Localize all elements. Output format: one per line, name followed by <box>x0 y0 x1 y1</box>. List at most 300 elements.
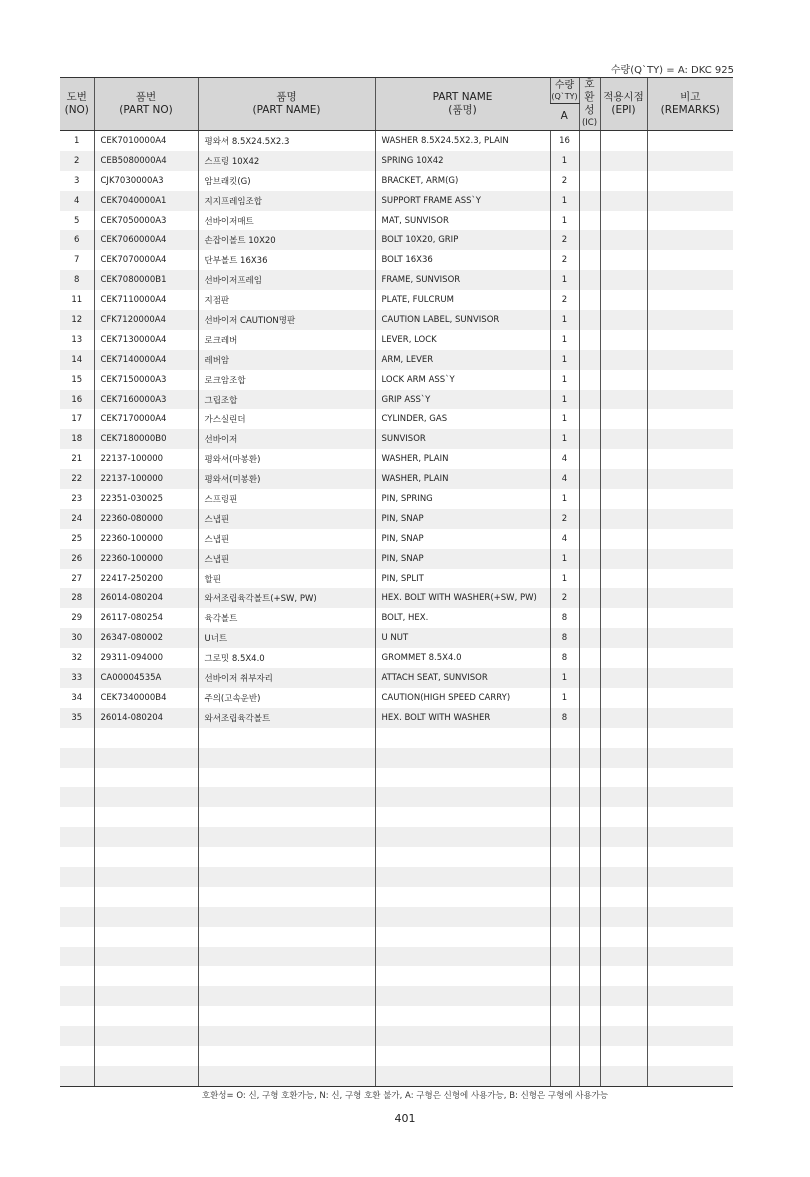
cell-epi <box>600 529 647 549</box>
cell-part-no: CEK7150000A3 <box>94 370 198 390</box>
cell-name-ko <box>198 1046 375 1066</box>
cell-name-en <box>375 728 550 748</box>
cell-name-ko <box>198 1026 375 1046</box>
cell-name-en: MAT, SUNVISOR <box>375 211 550 231</box>
cell-remarks <box>647 588 733 608</box>
cell-name-ko: 선바이저 취부자리 <box>198 668 375 688</box>
cell-epi <box>600 966 647 986</box>
cell-name-en: BOLT 10X20, GRIP <box>375 230 550 250</box>
header-qty <box>550 78 579 104</box>
cell-no <box>60 927 94 947</box>
cell-epi <box>600 509 647 529</box>
cell-epi <box>600 370 647 390</box>
cell-qty: 1 <box>550 429 579 449</box>
cell-qty: 16 <box>550 131 579 151</box>
cell-part-no: 26347-080002 <box>94 628 198 648</box>
header-part-name-ko: (품명) <box>448 104 477 116</box>
cell-name-ko: 스냅핀 <box>198 549 375 569</box>
cell-name-en: ATTACH SEAT, SUNVISOR <box>375 668 550 688</box>
cell-qty <box>550 1066 579 1086</box>
cell-remarks <box>647 390 733 410</box>
cell-remarks <box>647 986 733 1006</box>
cell-remarks <box>647 569 733 589</box>
cell-part-no <box>94 1066 198 1086</box>
cell-no: 21 <box>71 454 83 465</box>
cell-ic <box>579 310 600 330</box>
cell-part-no <box>94 867 198 887</box>
cell-remarks <box>647 171 733 191</box>
cell-epi <box>600 986 647 1006</box>
cell-qty: 2 <box>550 230 579 250</box>
cell-name-en: HEX. BOLT WITH WASHER <box>375 708 550 728</box>
cell-epi <box>600 787 647 807</box>
cell-qty <box>550 1026 579 1046</box>
cell-no <box>60 807 94 827</box>
cell-ic <box>579 151 600 171</box>
cell-qty <box>550 887 579 907</box>
empty-table-row <box>60 986 733 1006</box>
empty-table-row <box>60 1026 733 1046</box>
cell-qty: 2 <box>550 171 579 191</box>
cell-name-en <box>375 1066 550 1086</box>
cell-no: 32 <box>71 653 83 664</box>
cell-name-ko <box>198 1006 375 1026</box>
cell-epi <box>600 449 647 469</box>
cell-epi <box>600 887 647 907</box>
parts-table <box>60 77 733 1087</box>
cell-part-no: CEK7060000A4 <box>94 230 198 250</box>
table-row <box>60 688 733 708</box>
cell-part-no: CEK7070000A4 <box>94 250 198 270</box>
cell-ic <box>579 1026 600 1046</box>
cell-part-no <box>94 807 198 827</box>
cell-part-no <box>94 966 198 986</box>
cell-remarks <box>647 230 733 250</box>
table-row <box>60 350 733 370</box>
cell-remarks <box>647 509 733 529</box>
cell-name-en: SPRING 10X42 <box>375 151 550 171</box>
cell-qty <box>550 827 579 847</box>
table-row <box>60 648 733 668</box>
cell-part-no <box>94 847 198 867</box>
cell-ic <box>579 489 600 509</box>
cell-name-en <box>375 986 550 1006</box>
cell-qty: 1 <box>550 191 579 211</box>
header-name-ko <box>198 78 375 131</box>
cell-epi <box>600 191 647 211</box>
header-part-no-en: (PART NO) <box>119 104 173 116</box>
cell-qty: 1 <box>550 688 579 708</box>
table-row <box>60 270 733 290</box>
cell-epi <box>600 310 647 330</box>
table-row <box>60 628 733 648</box>
cell-qty: 8 <box>550 628 579 648</box>
cell-no: 24 <box>60 509 94 529</box>
empty-table-row <box>60 947 733 967</box>
cell-ic <box>579 131 600 151</box>
cell-name-ko: 로크레버 <box>198 330 375 350</box>
cell-name-ko: 선바이저 <box>198 429 375 449</box>
cell-ic <box>579 986 600 1006</box>
cell-remarks <box>647 1006 733 1026</box>
cell-part-no: CEK7140000A4 <box>94 350 198 370</box>
cell-name-en <box>375 768 550 788</box>
cell-remarks <box>647 330 733 350</box>
cell-remarks <box>647 250 733 270</box>
cell-qty: 1 <box>550 310 579 330</box>
cell-ic <box>579 529 600 549</box>
cell-name-en: CAUTION LABEL, SUNVISOR <box>375 310 550 330</box>
cell-name-ko: 로크암조합 <box>198 370 375 390</box>
cell-no: 27 <box>71 573 83 584</box>
cell-name-ko <box>198 768 375 788</box>
cell-qty: 4 <box>550 469 579 489</box>
cell-part-no: CA00004535A <box>94 668 198 688</box>
cell-ic <box>579 469 600 489</box>
cell-part-no <box>94 986 198 1006</box>
cell-ic <box>579 370 600 390</box>
header-epi <box>600 78 647 131</box>
cell-name-ko <box>198 827 375 847</box>
cell-no: 16 <box>60 390 94 410</box>
cell-part-no: 22360-100000 <box>94 529 198 549</box>
cell-qty: 8 <box>550 608 579 628</box>
cell-name-en: CYLINDER, GAS <box>375 409 550 429</box>
cell-qty: 1 <box>550 549 579 569</box>
cell-epi <box>600 608 647 628</box>
cell-epi <box>600 270 647 290</box>
cell-name-ko: 선바이저프레임 <box>198 270 375 290</box>
cell-no: 15 <box>71 374 83 385</box>
cell-name-ko <box>198 927 375 947</box>
cell-name-en: WASHER, PLAIN <box>375 449 550 469</box>
cell-ic <box>579 768 600 788</box>
cell-name-ko: 레버암 <box>198 350 375 370</box>
empty-table-row <box>60 867 733 887</box>
cell-ic <box>579 230 600 250</box>
cell-ic <box>579 350 600 370</box>
cell-part-no: CEK7050000A3 <box>94 211 198 231</box>
cell-part-no: CFK7120000A4 <box>94 310 198 330</box>
cell-ic <box>579 628 600 648</box>
table-row <box>60 469 733 489</box>
cell-remarks <box>647 787 733 807</box>
cell-remarks <box>647 748 733 768</box>
cell-remarks <box>647 131 733 151</box>
cell-epi <box>600 151 647 171</box>
cell-qty <box>550 847 579 867</box>
cell-part-no: 22360-080000 <box>94 509 198 529</box>
empty-table-row <box>60 807 733 827</box>
cell-ic <box>579 608 600 628</box>
header-qty-en: (Q`TY) <box>551 91 578 101</box>
header-part-no <box>94 78 198 131</box>
cell-ic <box>579 728 600 748</box>
cell-remarks <box>647 151 733 171</box>
cell-qty: 4 <box>550 529 579 549</box>
cell-ic <box>579 429 600 449</box>
cell-name-ko: 할핀 <box>198 569 375 589</box>
cell-qty: 1 <box>550 489 579 509</box>
cell-ic <box>579 708 600 728</box>
cell-no: 14 <box>60 350 94 370</box>
cell-name-ko: 스냅핀 <box>198 529 375 549</box>
cell-no: 26 <box>60 549 94 569</box>
table-row <box>60 390 733 410</box>
cell-part-no: 29311-094000 <box>94 648 198 668</box>
cell-part-no <box>94 827 198 847</box>
cell-name-en <box>375 927 550 947</box>
cell-no: 34 <box>71 692 83 703</box>
cell-name-en <box>375 748 550 768</box>
cell-no: 11 <box>71 295 83 306</box>
cell-epi <box>600 409 647 429</box>
cell-no: 30 <box>60 628 94 648</box>
cell-qty: 1 <box>550 569 579 589</box>
cell-ic <box>579 648 600 668</box>
cell-epi <box>600 330 647 350</box>
table-row <box>60 529 733 549</box>
cell-ic <box>579 927 600 947</box>
cell-name-ko: 주의(고속운반) <box>198 688 375 708</box>
cell-no: 25 <box>71 533 83 544</box>
cell-remarks <box>647 310 733 330</box>
cell-ic <box>579 191 600 211</box>
table-row <box>60 290 733 310</box>
table-row <box>60 310 733 330</box>
cell-no <box>60 1026 94 1046</box>
cell-no: 1 <box>74 135 80 146</box>
table-row <box>60 370 733 390</box>
cell-ic <box>579 270 600 290</box>
cell-no <box>60 748 94 768</box>
cell-epi <box>600 171 647 191</box>
cell-name-ko: 손잡이볼트 10X20 <box>198 230 375 250</box>
cell-name-ko <box>198 887 375 907</box>
cell-remarks <box>647 847 733 867</box>
cell-epi <box>600 847 647 867</box>
cell-epi <box>600 867 647 887</box>
header-part-no-ko: 품번 <box>135 91 157 103</box>
cell-no <box>60 787 94 807</box>
cell-qty <box>550 728 579 748</box>
cell-ic <box>579 966 600 986</box>
cell-part-no: 22360-100000 <box>94 549 198 569</box>
cell-remarks <box>647 1066 733 1086</box>
cell-ic <box>579 688 600 708</box>
cell-ic <box>579 171 600 191</box>
cell-name-en <box>375 807 550 827</box>
cell-remarks <box>647 907 733 927</box>
cell-name-en <box>375 907 550 927</box>
table-row <box>60 230 733 250</box>
cell-part-no <box>94 748 198 768</box>
table-row <box>60 131 733 151</box>
table-row <box>60 211 733 231</box>
cell-name-ko: 육각볼트 <box>198 608 375 628</box>
empty-table-row <box>60 927 733 947</box>
cell-no <box>60 986 94 1006</box>
cell-no: 6 <box>60 230 94 250</box>
cell-name-en: HEX. BOLT WITH WASHER(+SW, PW) <box>375 588 550 608</box>
cell-no: 33 <box>60 668 94 688</box>
cell-part-no: CEK7110000A4 <box>94 290 198 310</box>
cell-ic <box>579 449 600 469</box>
cell-part-no: CEK7170000A4 <box>94 409 198 429</box>
cell-ic <box>579 290 600 310</box>
cell-no: 18 <box>60 429 94 449</box>
cell-no <box>60 827 94 847</box>
cell-name-en: FRAME, SUNVISOR <box>375 270 550 290</box>
cell-epi <box>600 927 647 947</box>
cell-name-en: WASHER, PLAIN <box>375 469 550 489</box>
cell-ic <box>579 250 600 270</box>
cell-part-no <box>94 927 198 947</box>
cell-remarks <box>647 290 733 310</box>
cell-remarks <box>647 191 733 211</box>
cell-qty: 1 <box>550 668 579 688</box>
cell-remarks <box>647 449 733 469</box>
cell-name-ko <box>198 966 375 986</box>
cell-name-en: BOLT, HEX. <box>375 608 550 628</box>
cell-name-ko: 평와셔(마봉환) <box>198 449 375 469</box>
table-row <box>60 429 733 449</box>
cell-name-en: PIN, SNAP <box>375 509 550 529</box>
cell-epi <box>600 250 647 270</box>
table-row <box>60 191 733 211</box>
cell-epi <box>600 290 647 310</box>
table-row <box>60 588 733 608</box>
cell-remarks <box>647 807 733 827</box>
cell-no: 17 <box>71 414 83 425</box>
cell-ic <box>579 827 600 847</box>
empty-table-row <box>60 1046 733 1066</box>
cell-remarks <box>647 927 733 947</box>
cell-ic <box>579 947 600 967</box>
cell-part-no: 26014-080204 <box>94 588 198 608</box>
cell-name-ko: 선바이저매트 <box>198 211 375 231</box>
cell-name-en: LEVER, LOCK <box>375 330 550 350</box>
cell-name-en: SUPPORT FRAME ASS`Y <box>375 191 550 211</box>
table-row <box>60 151 733 171</box>
cell-remarks <box>647 211 733 231</box>
table-row <box>60 708 733 728</box>
cell-part-no: CJK7030000A3 <box>94 171 198 191</box>
header-ic-en: (IC) <box>581 118 598 128</box>
cell-epi <box>600 907 647 927</box>
empty-table-row <box>60 787 733 807</box>
cell-part-no <box>94 1026 198 1046</box>
empty-table-row <box>60 827 733 847</box>
cell-ic <box>579 390 600 410</box>
empty-table-row <box>60 887 733 907</box>
header-no-ko: 도번 <box>66 91 87 103</box>
cell-qty: 8 <box>550 648 579 668</box>
table-row <box>60 409 733 429</box>
page-number: 401 <box>394 1112 416 1125</box>
cell-part-no: 22137-100000 <box>94 469 198 489</box>
cell-part-no: CEB5080000A4 <box>94 151 198 171</box>
empty-table-row <box>60 1006 733 1026</box>
header-remarks-en: (REMARKS) <box>660 104 720 116</box>
header-no-en: (NO) <box>64 104 89 116</box>
cell-ic <box>579 847 600 867</box>
cell-part-no: CEK7080000B1 <box>94 270 198 290</box>
cell-name-ko <box>198 867 375 887</box>
cell-qty <box>550 787 579 807</box>
cell-no: 3 <box>74 175 80 186</box>
cell-remarks <box>647 867 733 887</box>
cell-ic <box>579 668 600 688</box>
cell-name-ko <box>198 986 375 1006</box>
header-qty-a: A <box>550 103 579 130</box>
cell-part-no: 22351-030025 <box>94 489 198 509</box>
cell-no <box>60 768 94 788</box>
cell-no: 23 <box>71 493 83 504</box>
cell-ic <box>579 1046 600 1066</box>
cell-epi <box>600 230 647 250</box>
cell-part-no <box>94 947 198 967</box>
cell-no <box>60 966 94 986</box>
cell-no: 2 <box>60 151 94 171</box>
cell-ic <box>579 787 600 807</box>
cell-name-en <box>375 787 550 807</box>
cell-epi <box>600 648 647 668</box>
cell-qty <box>550 748 579 768</box>
cell-qty <box>550 907 579 927</box>
table-row <box>60 569 733 589</box>
empty-table-row <box>60 728 733 748</box>
cell-no: 22 <box>60 469 94 489</box>
cell-name-ko: 단부볼트 16X36 <box>198 250 375 270</box>
cell-no <box>60 867 94 887</box>
cell-no: 8 <box>60 270 94 290</box>
cell-part-no <box>94 907 198 927</box>
cell-part-no <box>94 768 198 788</box>
cell-qty: 2 <box>550 250 579 270</box>
cell-ic <box>579 887 600 907</box>
cell-ic <box>579 1006 600 1026</box>
cell-epi <box>600 807 647 827</box>
cell-remarks <box>647 549 733 569</box>
cell-epi <box>600 668 647 688</box>
cell-ic <box>579 907 600 927</box>
cell-qty <box>550 986 579 1006</box>
cell-epi <box>600 708 647 728</box>
cell-qty: 1 <box>550 409 579 429</box>
cell-remarks <box>647 887 733 907</box>
cell-remarks <box>647 409 733 429</box>
cell-no: 28 <box>60 588 94 608</box>
cell-name-en: LOCK ARM ASS`Y <box>375 370 550 390</box>
cell-no <box>60 907 94 927</box>
cell-name-ko <box>198 1066 375 1086</box>
cell-epi <box>600 390 647 410</box>
cell-no: 35 <box>60 708 94 728</box>
cell-name-en <box>375 847 550 867</box>
cell-epi <box>600 1026 647 1046</box>
cell-name-ko: 평와셔(미봉환) <box>198 469 375 489</box>
cell-ic <box>579 509 600 529</box>
cell-qty <box>550 768 579 788</box>
cell-name-en: SUNVISOR <box>375 429 550 449</box>
cell-epi <box>600 131 647 151</box>
cell-name-ko <box>198 907 375 927</box>
cell-no <box>60 947 94 967</box>
cell-ic <box>579 807 600 827</box>
cell-qty <box>550 807 579 827</box>
cell-part-no <box>94 887 198 907</box>
